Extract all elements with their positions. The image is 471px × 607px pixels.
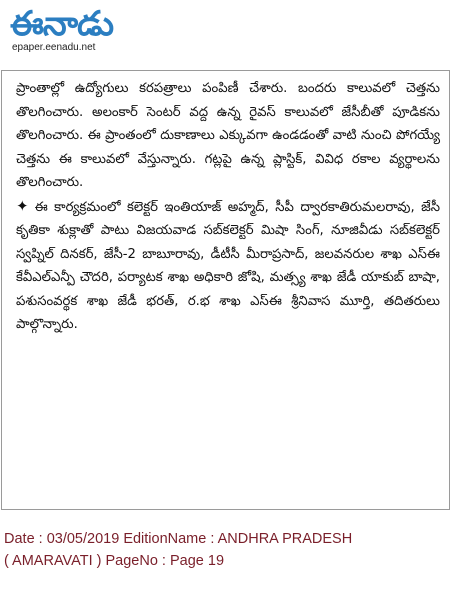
footer-date-edition: Date : 03/05/2019 EditionName : ANDHRA PRADESH — [4, 531, 353, 547]
edition-footer — [4, 528, 464, 572]
bullet-star-icon: ✦ — [16, 196, 29, 215]
eenadu-logo[interactable]: ఈనాడు — [10, 4, 114, 44]
logo-url[interactable]: epaper.eenadu.net — [12, 42, 96, 53]
article-clipping — [1, 70, 450, 510]
article-paragraph-1: ప్రాంతాల్లో ఉద్యోగులు కరపత్రాలు పంపిణీ చేశారు. బందరు కాలువలో చెత్తను తొలగించారు. అలంకార్ సెంటర్ వద్ద ఉన్న రైవస్ కాలువలో జేసీబీతో పూడికను తొలగించారు. ఈ ప్రాంతంలో దుకాణాలు ఎక్కువగా ఉండడంతో వాటి నుంచి పోగయ్యే చెత్తను ఈ కాలువలో వేస్తున్నారు. గట్లపై ఉన్న ప్లాస్టిక్, వివిధ రకాల వ్యర్థాలను తొలగించారు. — [16, 81, 440, 190]
masthead — [8, 4, 168, 56]
article-paragraph-2-container — [16, 195, 440, 337]
article-paragraph-2: ఈ కార్యక్రమంలో కలెక్టర్ ఇంతియాజ్ అహ్మద్, సీపీ ద్వారకాతిరుమలరావు, జేసీ కృతికా శుక్లాతో పాటు విజయవాడ సబ్‌కలెక్టర్ మిషా సింగ్, నూజివీడు సబ్‌కలెక్టర్ స్వప్నిల్ దినకర్, జేసీ-2 బాబూరావు, డీటీసీ మీరాప్రసాద్, జలవనరుల శాఖ ఎస్ఈ కేవీఎల్ఎన్పీ చౌదరి, పర్యాటక శాఖ అధికారి జోషి, మత్స్య శాఖ జేడీ యాకుబ్ బాషా, పశుసంవర్థక శాఖ జేడీ భరత్, ర.భ శాఖ ఎస్ఈ శ్రీనివాస మూర్తి, తదితరులు పాల్గొన్నారు. — [16, 199, 440, 332]
footer-page-number: ( AMARAVATI ) PageNo : Page 19 — [4, 553, 225, 569]
article-body — [16, 77, 440, 337]
